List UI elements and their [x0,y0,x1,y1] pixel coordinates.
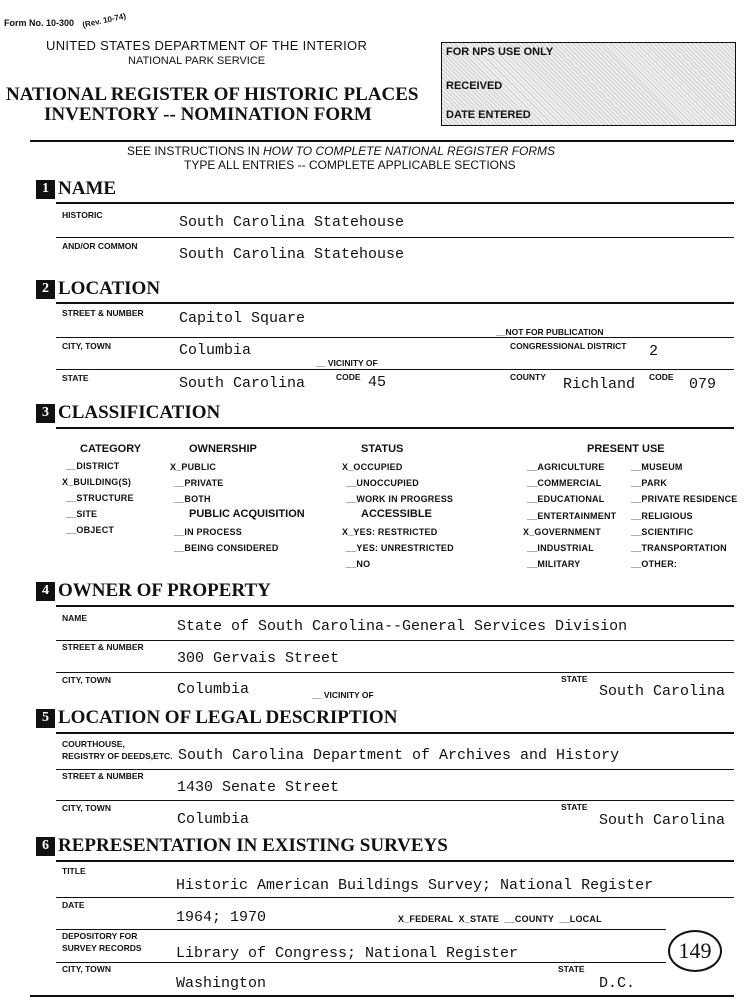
city-town-label: CITY, TOWN [62,341,111,351]
category-heading: CATEGORY [80,443,142,455]
section-title: REPRESENTATION IN EXISTING SURVEYS [58,835,448,856]
vicinity-checkbox[interactable]: __ VICINITY OF [316,358,378,368]
ownership-option[interactable]: __PRIVATE [174,478,224,488]
divider [30,995,734,997]
survey-title-label: TITLE [62,866,86,876]
vicinity-checkbox[interactable]: __ VICINITY OF [312,690,374,700]
survey-date-label: DATE [62,900,85,910]
divider [56,237,734,238]
courthouse-label: COURTHOUSE, [62,739,125,749]
legal-state-field[interactable]: South Carolina [599,812,726,829]
section-1-header [36,177,116,201]
present-use-option[interactable]: __TRANSPORTATION [631,543,727,553]
section-number: 1 [36,180,55,199]
historic-name-field[interactable]: South Carolina Statehouse [179,214,405,231]
divider [56,962,666,963]
section-title: OWNER OF PROPERTY [58,580,271,601]
depository-label: DEPOSITORY FOR [62,931,138,941]
public-acquisition-heading: PUBLIC ACQUISITION [189,508,305,520]
category-option[interactable]: __STRUCTURE [66,493,134,503]
owner-name-label: NAME [62,613,88,623]
section-title: LOCATION [58,278,161,299]
common-name-field[interactable]: South Carolina Statehouse [179,246,405,263]
form-title-line1: NATIONAL REGISTER OF HISTORIC PLACES [6,84,419,105]
divider [56,800,734,801]
present-use-option[interactable]: __ENTERTAINMENT [527,511,617,521]
congressional-district-field[interactable]: 2 [649,343,659,360]
depository-city-field[interactable]: Washington [176,975,267,992]
not-for-publication-checkbox[interactable]: __NOT FOR PUBLICATION [496,327,604,337]
divider [56,302,734,304]
owner-city-field[interactable]: Columbia [177,681,250,698]
present-use-option[interactable]: __PARK [631,478,668,488]
section-number: 5 [36,709,55,728]
divider [56,672,734,673]
city-town-label: CITY, TOWN [62,964,111,974]
present-use-option[interactable]: __MILITARY [527,559,581,569]
accessible-heading: ACCESSIBLE [361,508,432,520]
accessible-option[interactable]: __YES: UNRESTRICTED [346,543,454,553]
state-label: STATE [558,964,585,974]
depository-field[interactable]: Library of Congress; National Register [176,945,519,962]
date-entered-label: DATE ENTERED [446,109,531,121]
ownership-option[interactable]: X_PUBLIC [170,462,217,472]
nps-use-only-label: FOR NPS USE ONLY [446,46,554,58]
owner-state-field[interactable]: South Carolina [599,683,726,700]
category-option[interactable]: __DISTRICT [66,461,120,471]
present-use-option[interactable]: __COMMERCIAL [527,478,602,488]
accessible-option[interactable]: __NO [346,559,371,569]
state-code-field[interactable]: 45 [368,374,387,391]
divider [56,640,734,641]
section-3-header [36,401,220,425]
county-code-label: CODE [649,372,674,382]
present-use-option[interactable]: __PRIVATE RESIDENCE [631,494,738,504]
acquisition-option[interactable]: __BEING CONSIDERED [174,543,279,553]
divider [56,337,734,338]
divider [56,897,734,898]
handwritten-page-number: 149 [668,930,722,972]
form-number: Form No. 10-300 [4,18,75,28]
divider [56,860,734,862]
divider [30,140,734,142]
form-title-line2: INVENTORY -- NOMINATION FORM [44,104,372,125]
category-option[interactable]: __OBJECT [66,525,115,535]
divider [56,605,734,607]
county-code-field[interactable]: 079 [689,376,717,393]
nps-use-box [441,42,736,126]
status-option[interactable]: __UNOCCUPIED [346,478,419,488]
divider [56,427,734,429]
ownership-option[interactable]: __BOTH [174,494,211,504]
divider [56,369,734,370]
status-option[interactable]: X_OCCUPIED [342,462,403,472]
section-6-header [36,834,448,858]
accessible-option[interactable]: X_YES: RESTRICTED [342,527,438,537]
revision-note: (Rev. 10-74) [81,11,127,30]
present-use-option[interactable]: __EDUCATIONAL [527,494,605,504]
instructions-line1: SEE INSTRUCTIONS IN HOW TO COMPLETE NATIONAL REGISTER FORMS [127,144,556,158]
state-label: STATE [561,802,588,812]
section-4-header [36,579,271,603]
county-label: COUNTY [510,372,546,382]
survey-records-label: SURVEY RECORDS [62,943,142,953]
received-label: RECEIVED [446,80,503,92]
historic-label: HISTORIC [62,210,103,220]
section-number: 4 [36,582,55,601]
congressional-district-label: CONGRESSIONAL DISTRICT [510,341,627,351]
owner-name-field[interactable]: State of South Carolina--General Services Division [177,618,628,635]
registry-label: REGISTRY OF DEEDS,ETC. [62,751,173,761]
present-use-option[interactable]: __AGRICULTURE [527,462,605,472]
city-town-field[interactable]: Columbia [179,342,252,359]
section-title: LOCATION OF LEGAL DESCRIPTION [58,707,398,728]
section-2-header [36,277,160,301]
present-use-option[interactable]: __SCIENTIFIC [631,527,694,537]
courthouse-field[interactable]: South Carolina Department of Archives and History [178,747,620,764]
service-name: NATIONAL PARK SERVICE [128,55,266,67]
present-use-heading: PRESENT USE [587,443,665,455]
survey-level-options[interactable]: X_FEDERAL X_STATE __COUNTY __LOCAL [398,914,602,924]
status-heading: STATUS [361,443,404,455]
street-number-field[interactable]: Capitol Square [179,310,306,327]
present-use-option[interactable]: __OTHER: [631,559,678,569]
category-option[interactable]: X_BUILDING(S) [62,477,132,487]
state-label: STATE [62,373,89,383]
survey-title-field[interactable]: Historic American Buildings Survey; National Register [176,877,654,894]
street-number-label: STREET & NUMBER [62,771,144,781]
present-use-option[interactable]: __RELIGIOUS [631,511,693,521]
state-code-label: CODE [336,372,361,382]
divider [56,769,734,770]
owner-street-field[interactable]: 300 Gervais Street [177,650,340,667]
status-option[interactable]: __WORK IN PROGRESS [346,494,454,504]
category-option[interactable]: __SITE [66,509,98,519]
divider [56,929,666,930]
present-use-option[interactable]: __MUSEUM [631,462,683,472]
present-use-option[interactable]: __INDUSTRIAL [527,543,594,553]
section-number: 6 [36,837,55,856]
divider [56,732,734,734]
state-field[interactable]: South Carolina [179,375,306,392]
instructions-line2: TYPE ALL ENTRIES -- COMPLETE APPLICABLE SECTIONS [184,158,516,172]
survey-date-field[interactable]: 1964; 1970 [176,909,267,926]
county-field[interactable]: Richland [563,376,636,393]
present-use-option[interactable]: X_GOVERNMENT [523,527,601,537]
city-town-label: CITY, TOWN [62,803,111,813]
legal-city-field[interactable]: Columbia [177,811,250,828]
depository-state-field[interactable]: D.C. [599,975,636,992]
legal-street-field[interactable]: 1430 Senate Street [177,779,340,796]
street-number-label: STREET & NUMBER [62,642,144,652]
section-title: NAME [58,178,117,199]
city-town-label: CITY, TOWN [62,675,111,685]
section-number: 3 [36,404,55,423]
common-name-label: AND/OR COMMON [62,241,138,251]
section-title: CLASSIFICATION [58,402,221,423]
state-label: STATE [561,674,588,684]
section-5-header [36,706,397,730]
acquisition-option[interactable]: __IN PROCESS [174,527,242,537]
ownership-heading: OWNERSHIP [189,443,257,455]
section-number: 2 [36,280,55,299]
divider [56,202,734,204]
street-number-label: STREET & NUMBER [62,308,144,318]
department-name: UNITED STATES DEPARTMENT OF THE INTERIOR [46,38,368,53]
